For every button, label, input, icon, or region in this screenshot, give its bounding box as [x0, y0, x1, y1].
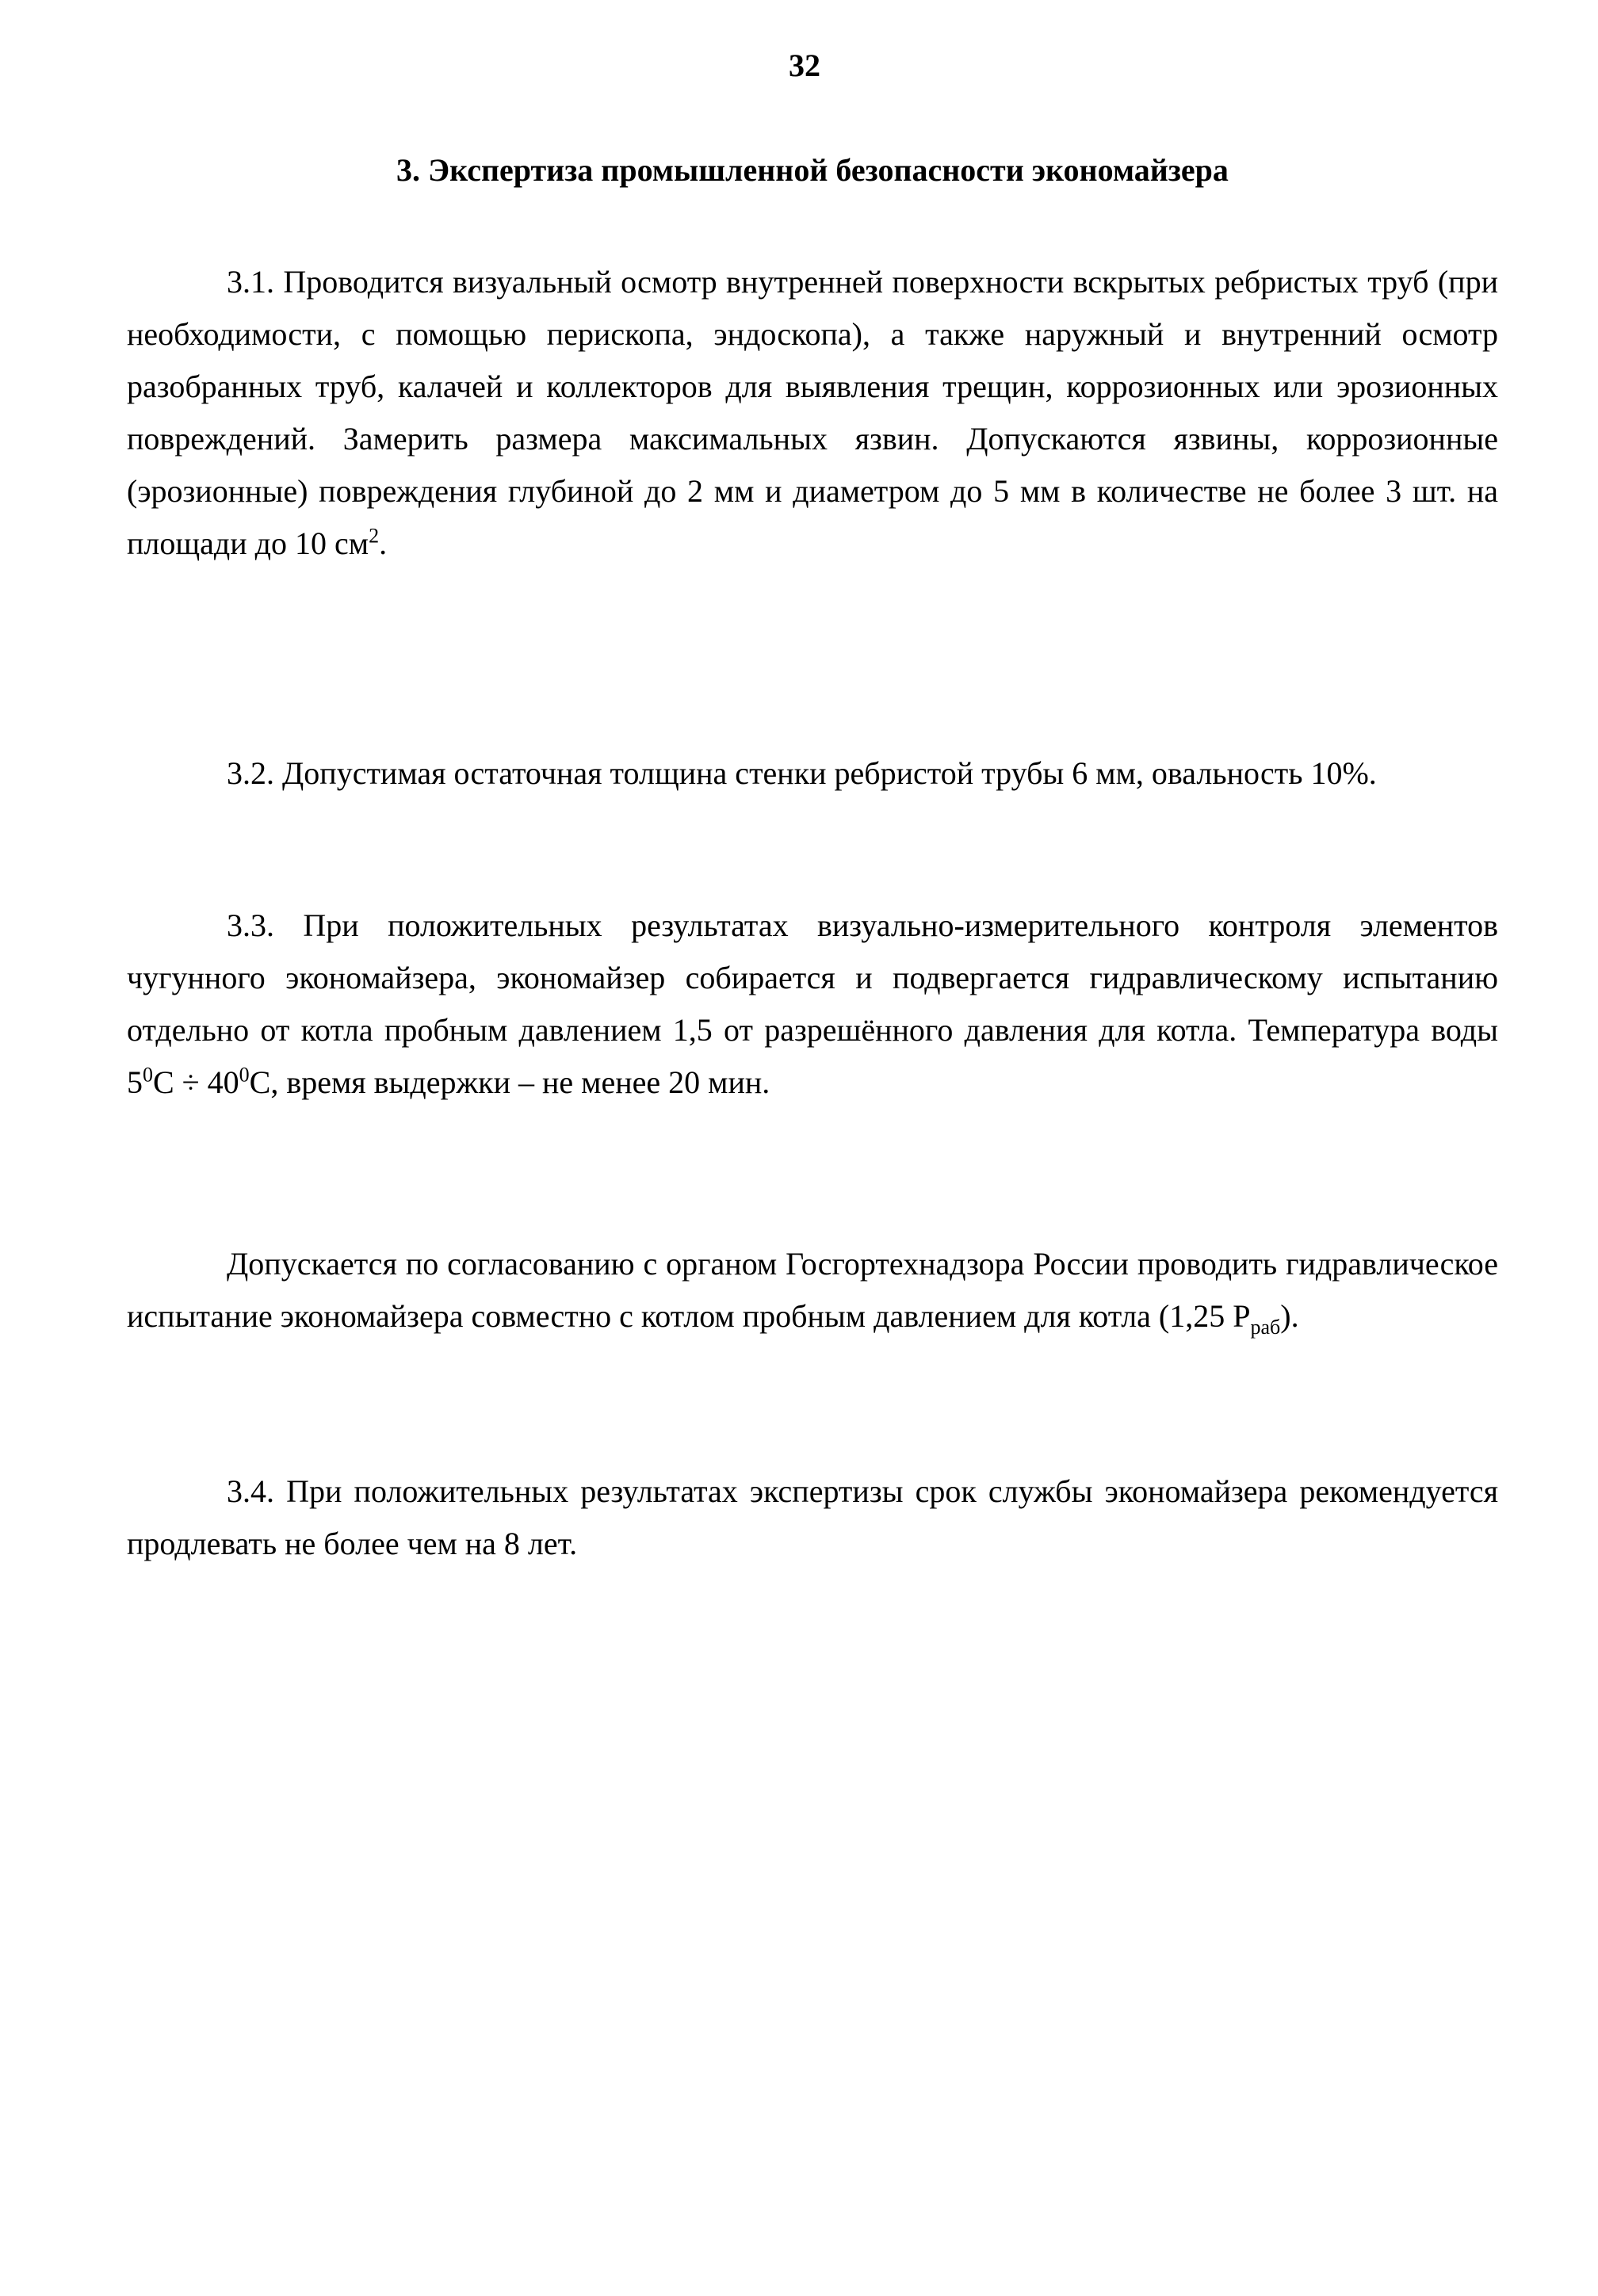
paragraph-3-3-text-a: 3.3. При положительных результатах визуально-измерительного контроля элементов чугунного экономайзера, экономайзер собирается и подвергается гидравлическому испытанию отдельно от котла пробным давлением 1,5 от разрешённого давления для котла. Температура воды 5	[127, 907, 1498, 1100]
section-heading: 3. Экспертиза промышленной безопасности экономайзера	[396, 152, 1229, 188]
paragraph-allowed-text-b: ).	[1280, 1298, 1299, 1334]
superscript-square: 2	[369, 524, 380, 548]
degree-superscript: 0	[239, 1063, 250, 1087]
paragraph-3-1-end: .	[379, 525, 388, 561]
paragraph-3-2-text: 3.2. Допустимая остаточная толщина стенки ребристой трубы 6 мм, овальность 10%.	[227, 755, 1377, 791]
paragraph-3-1-text: 3.1. Проводится визуальный осмотр внутренней поверхности вскрытых ребристых труб (при необходимости, с помощью перископа, эндоскопа), а также наружный и внутренний осмотр разобранных труб, калачей и коллекторов для выявления трещин, коррозионных или эрозионных повреждений. Замерить размера максимальных язвин. Допускаются язвины, коррозионные (эрозионные) повреждения глубиной до 2 мм и диаметром до 5 мм в количестве не более 3 шт. на площади до 10 см	[127, 264, 1498, 561]
page-number: 32	[789, 48, 820, 83]
paragraph-3-3-text-b: С ÷ 40	[153, 1064, 239, 1100]
paragraph-3-3-text-c: С, время выдержки – не менее 20 мин.	[249, 1064, 770, 1100]
paragraph-allowed-text-a: Допускается по согласованию с органом Госгортехнадзора России проводить гидравлическое испытание экономайзера совместно с котлом пробным давлением для котла (1,25 Р	[127, 1246, 1498, 1334]
paragraph-3-2	[127, 747, 1498, 800]
degree-superscript: 0	[143, 1063, 153, 1087]
paragraph-3-3	[127, 900, 1498, 1109]
paragraph-3-4	[127, 1465, 1498, 1570]
working-pressure-subscript: раб	[1250, 1316, 1281, 1339]
paragraph-3-1	[127, 256, 1498, 570]
paragraph-allowed	[127, 1238, 1498, 1343]
paragraph-3-4-text: 3.4. При положительных результатах экспертизы срок службы экономайзера рекомендуется продлевать не более чем на 8 лет.	[127, 1473, 1498, 1561]
